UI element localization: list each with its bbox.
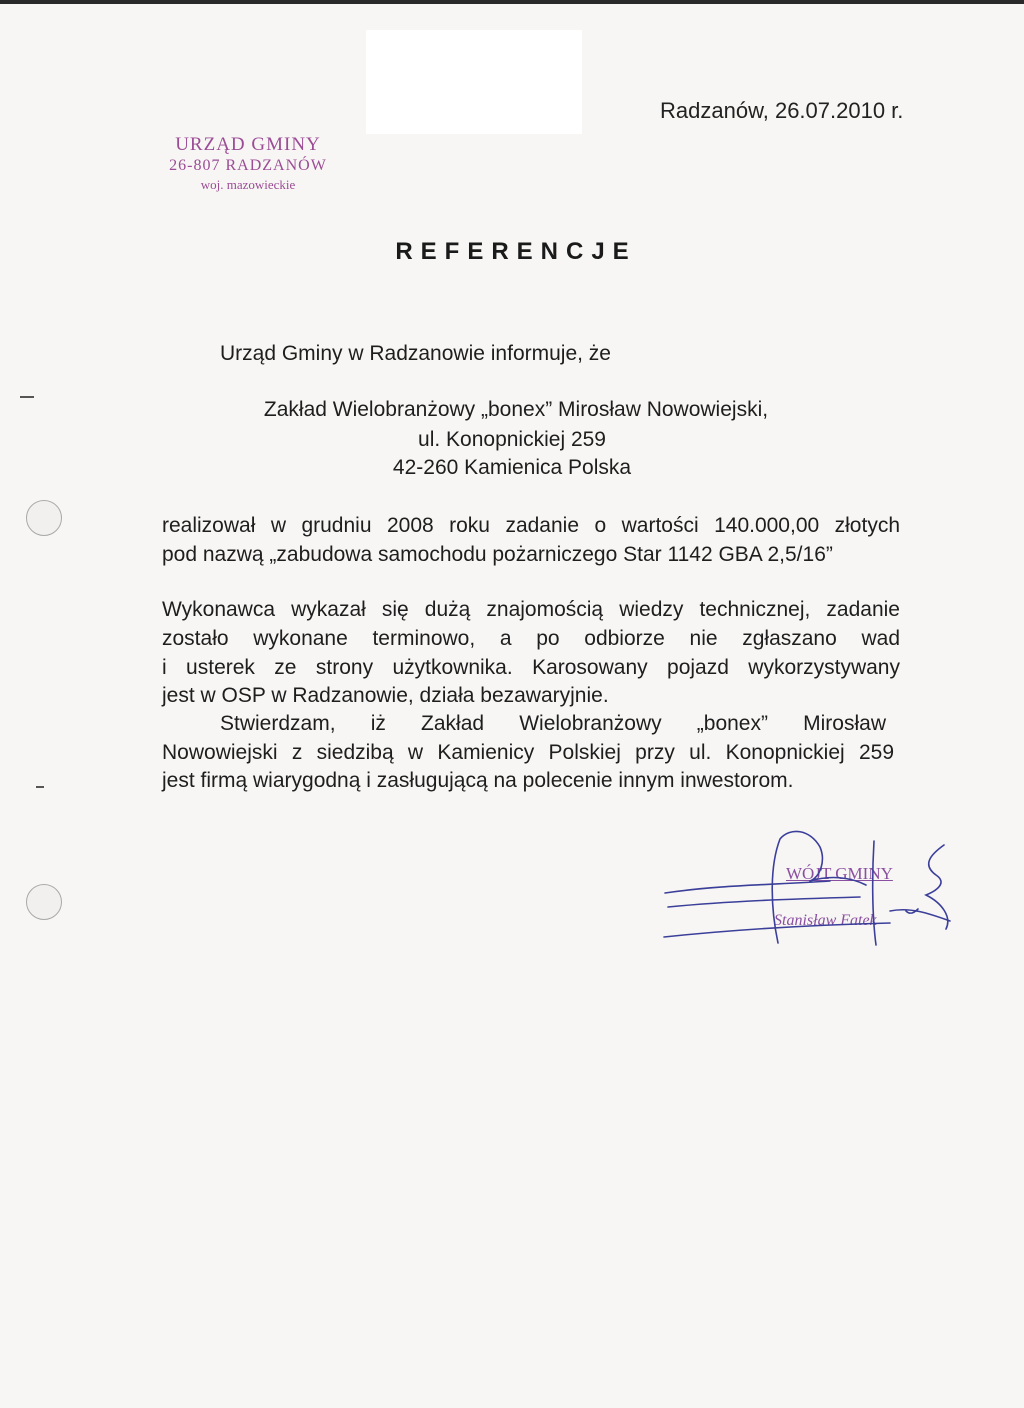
paragraph-3-line-2: Nowowiejski z siedzibą w Kamienicy Polskiej przy ul. Konopnickiej 259 [162,741,894,764]
fold-mark-lower [36,786,44,788]
paragraph-3-line-1: Stwierdzam, iż Zakład Wielobranżowy „bonex” Mirosław [220,712,886,735]
paragraph-1-line-2: pod nazwą „zabudowa samochodu pożarniczego Star 1142 GBA 2,5/16” [162,543,833,566]
document-title: REFERENCJE [395,238,637,265]
company-street: ul. Konopnickiej 259 [418,428,606,451]
office-stamp [150,134,346,194]
stamp-line-office: URZĄD GMINY [175,134,321,155]
punch-hole-lower [26,884,62,920]
paragraph-2-line-1: Wykonawca wykazał się dużą znajomością wiedzy technicznej, zadanie [162,598,900,621]
paragraph-2-line-3: i usterek ze strony użytkownika. Karosowany pojazd wykorzystywany [162,656,900,679]
redacted-area [366,30,582,134]
paragraph-3-line-3: jest firmą wiarygodną i zasługującą na polecenie innym inwestorom. [162,769,794,792]
fold-mark-upper [20,396,34,398]
company-city: 42-260 Kamienica Polska [392,456,632,479]
paragraph-2-line-2: zostało wykonane terminowo, a po odbiorze nie zgłaszano wad [162,627,900,650]
stamp-line-region: woj. mazowieckie [200,177,296,192]
stamp-line-postcode: 26-807 RADZANÓW [169,157,327,174]
paragraph-2-line-4: jest w OSP w Radzanowie, działa bezawaryjnie. [162,684,609,707]
company-name: Zakład Wielobranżowy „bonex” Mirosław Nowowiejski, [263,398,769,421]
signature-name: Stanisław Fatek [774,912,877,929]
paragraph-1-line-1: realizował w grudniu 2008 roku zadanie o wartości 140.000,00 złotych [162,514,900,537]
intro-line: Urząd Gminy w Radzanowie informuje, że [220,342,611,365]
signature-title: WÓJT GMINY [786,864,893,883]
punch-hole-upper [26,500,62,536]
document-date: Radzanów, 26.07.2010 r. [660,98,904,123]
handwritten-signature [660,825,960,955]
scan-top-edge [0,0,1024,4]
